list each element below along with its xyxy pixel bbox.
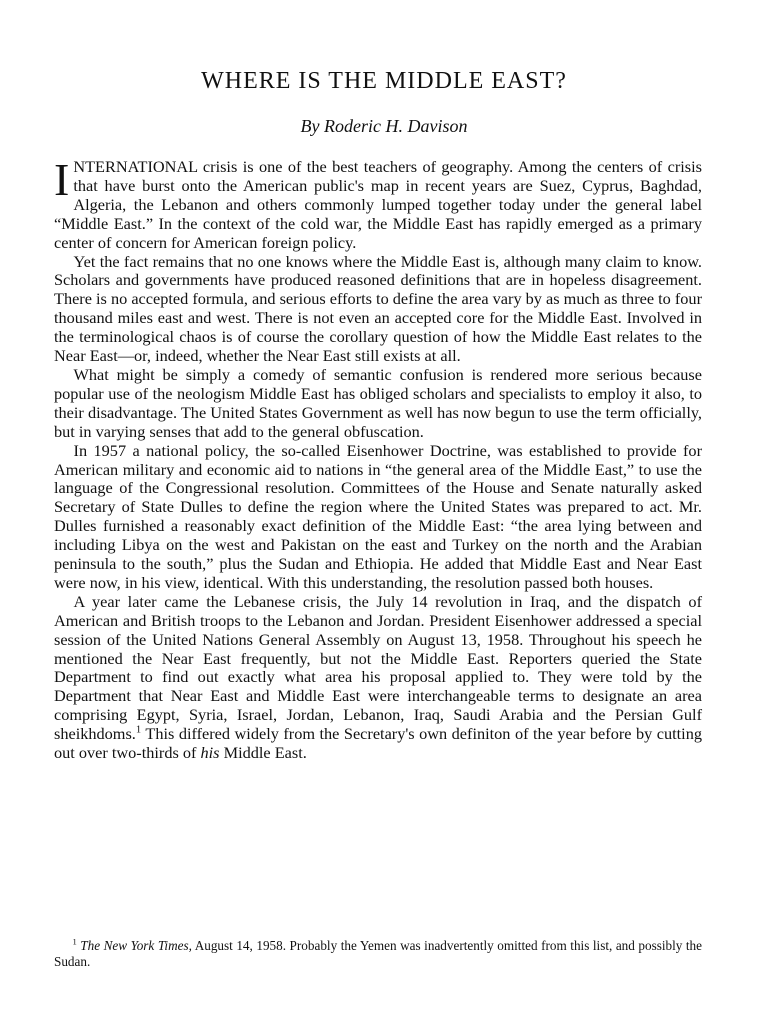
paragraph-2: Yet the fact remains that no one knows where the Middle East is, although many claim to know. Scholars and governments have produced reasoned definitions that are in hopeless disagreement. There is no accepted formula, and serious efforts to define the area vary by as much as three to four thousand miles east and west. There is not even an accepted core for the Middle East. Involved in the terminological chaos is of course the corollary question of how the Middle East relates to the Near East—or, indeed, whether the Near East still exists at all. bbox=[54, 251, 702, 366]
paragraph-1-text: NTERNATIONAL crisis is one of the best teachers of geography. Among the centers of crisis that have burst onto the American public's map in recent years are Suez, Cyprus, Baghdad, Algeria, the Lebanon and others commonly lumped together today under the general label “Middle East.” In the context of the cold war, the Middle East has rapidly emerged as a primary center of concern for American foreign policy. bbox=[54, 157, 702, 252]
article-body bbox=[54, 154, 702, 763]
footnote-marker: 1 bbox=[72, 936, 77, 947]
paragraph-4: In 1957 a national policy, the so-called Eisenhower Doctrine, was established to provide for American military and economic aid to nations in “the general area of the Middle East,” to use the language of the Congressional resolution. Committees of the House and Senate naturally asked Secretary of State Dulles to define the region where the United States was prepared to act. Mr. Dulles furnished a reasonably exact definition of the Middle East: “the area lying between and including Libya on the west and Pakistan on the east and Turkey on the north and the Arabian peninsula to the south,” plus the Sudan and Ethiopia. He added that Middle East and Near East were now, in his view, identical. With this understanding, the resolution passed both houses. bbox=[54, 440, 702, 592]
footnote-source: The New York Times, bbox=[80, 938, 192, 953]
paragraph-5-italic: his bbox=[200, 743, 220, 763]
footnote-reference: 1 bbox=[135, 724, 142, 736]
article-byline: By Roderic H. Davison bbox=[300, 116, 468, 136]
footnote-text: August 14, 1958. Probably the Yemen was inadvertently omitted from this list, and possibly the Sudan. bbox=[54, 938, 702, 969]
paragraph-3: What might be simply a comedy of semantic confusion is rendered more serious because popular use of the neologism Middle East has obliged scholars and specialists to employ it also, to their disadvantage. The United States Government as well has now begun to use the term officially, but in varying senses that add to the general obfuscation. bbox=[54, 364, 702, 441]
paragraph-1 bbox=[54, 154, 702, 253]
paragraph-5-text-a: A year later came the Lebanese crisis, the July 14 revolution in Iraq, and the dispatch of American and British troops to the Lebanon and Jordan. President Eisenhower addressed a special session of the United Nations General Assembly on August 13, 1958. Throughout his speech he mentioned the Near East frequently, but not the Middle East. Reporters queried the State Department to find out exactly what area his proposal applied to. They were told by the Department that Near East and Middle East were interchangeable terms to designate an area comprising Egypt, Syria, Israel, Jordan, Lebanon, Iraq, Saudi Arabia and the Persian Gulf sheikhdoms. bbox=[54, 591, 702, 744]
paragraph-5 bbox=[54, 593, 702, 763]
footnote bbox=[54, 938, 702, 970]
paragraph-5-text-c: Middle East. bbox=[219, 743, 307, 763]
paragraph-5-text-b: This differed widely from the Secretary's own definiton of the year before by cutting out over two-thirds of bbox=[54, 724, 702, 763]
article-title: WHERE IS THE MIDDLE EAST? bbox=[201, 68, 567, 94]
drop-cap: I bbox=[54, 154, 70, 205]
